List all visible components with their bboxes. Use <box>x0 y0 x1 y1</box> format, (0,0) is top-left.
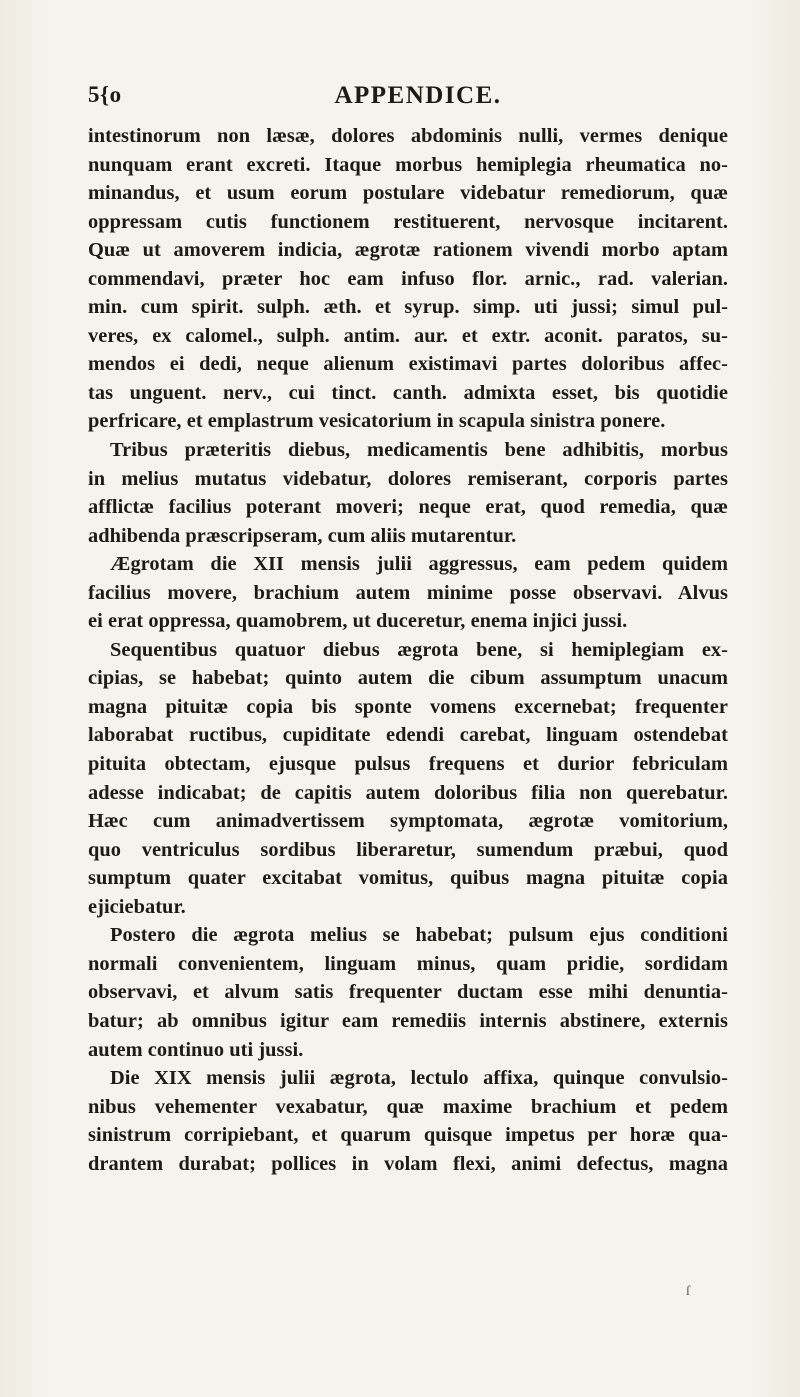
text-line: ejiciebatur. <box>88 895 186 918</box>
text-line: observavi, et alvum satis frequenter ductam esse mihi denuntia- <box>88 981 728 1004</box>
text-line: magna pituitæ copia bis sponte vomens excernebat; frequenter <box>88 695 728 718</box>
text-line: commendavi, præter hoc eam infuso flor. arnic., rad. valerian. <box>88 267 728 290</box>
text-line: sumptum quater excitabat vomitus, quibus magna pituitæ copia <box>88 867 728 890</box>
text-line: Die XIX mensis julii ægrota, lectulo affixa, quinque convulsio- <box>110 1067 728 1090</box>
text-line: Sequentibus quatuor diebus ægrota bene, si hemiplegiam ex- <box>110 638 728 661</box>
text-line: intestinorum non læsæ, dolores abdominis nulli, vermes denique <box>88 125 728 147</box>
page-number: 5{o <box>88 82 122 107</box>
text-line: perfricare, et emplastrum vesicatorium in scapula sinistra ponere. <box>88 410 666 433</box>
text-line: mendos ei dedi, neque alienum existimavi partes doloribus affec- <box>88 353 728 376</box>
text-line: Ægrotam die XII mensis julii aggressus, eam pedem quidem <box>110 553 728 576</box>
text-line: adhibenda præscripseram, cum aliis mutarentur. <box>88 524 517 547</box>
text-line: Hæc cum animadvertissem symptomata, ægrotæ vomitorium, <box>88 810 728 833</box>
running-head: APPENDICE. <box>334 82 502 109</box>
text-line: minandus, et usum eorum postulare videbatur remediorum, quæ <box>88 182 728 205</box>
text-line: sinistrum corripiebant, et quarum quisque impetus per horæ qua- <box>88 1124 728 1147</box>
text-line: veres, ex calomel., sulph. antim. aur. et extr. aconit. paratos, su- <box>88 324 728 347</box>
text-line: afflictæ facilius poterant moveri; neque erat, quod remedia, quæ <box>88 496 728 519</box>
text-line: in melius mutatus videbatur, dolores remiserant, corporis partes <box>88 467 728 490</box>
text-line: ei erat oppressa, quamobrem, ut duceretur, enema injici jussi. <box>88 610 628 633</box>
ink-speck: ſ <box>686 1284 690 1299</box>
page-header <box>88 82 728 112</box>
text-line: Quæ ut amoverem indicia, ægrotæ rationem vivendi morbo aptam <box>88 239 728 262</box>
text-line: quo ventriculus sordibus liberaretur, sumendum præbui, quod <box>88 838 728 861</box>
text-line: tas unguent. nerv., cui tinct. canth. admixta esset, bis quotidie <box>88 381 728 404</box>
text-line: normali convenientem, linguam minus, quam pridie, sordidam <box>88 952 728 975</box>
text-line: nibus vehementer vexabatur, quæ maxime brachium et pedem <box>88 1095 728 1118</box>
text-line: drantem durabat; pollices in volam flexi, animi defectus, magna <box>88 1152 728 1175</box>
text-line: laborabat ructibus, cupiditate edendi carebat, linguam ostendebat <box>88 724 728 747</box>
text-line: batur; ab omnibus igitur eam remediis internis abstinere, externis <box>88 1009 728 1032</box>
text-line: Tribus præteritis diebus, medicamentis bene adhibitis, morbus <box>110 439 728 462</box>
text-line: facilius movere, brachium autem minime posse observavi. Alvus <box>88 581 728 604</box>
text-line: cipias, se habebat; quinto autem die cibum assumptum unacum <box>88 667 728 690</box>
text-line: pituita obtectam, ejusque pulsus frequens et durior febriculam <box>88 753 728 776</box>
text-line: nunquam erant excreti. Itaque morbus hemiplegia rheumatica no- <box>88 153 728 176</box>
text-line: min. cum spirit. sulph. æth. et syrup. simp. uti jussi; simul pul- <box>88 296 728 319</box>
text-line: adesse indicabat; de capitis autem doloribus filia non querebatur. <box>88 781 728 804</box>
text-line: Postero die ægrota melius se habebat; pulsum ejus conditioni <box>110 924 728 947</box>
text-line: oppressam cutis functionem restituerent, nervosque incitarent. <box>88 210 728 233</box>
body-text <box>88 122 728 1178</box>
text-line: autem continuo uti jussi. <box>88 1038 304 1061</box>
